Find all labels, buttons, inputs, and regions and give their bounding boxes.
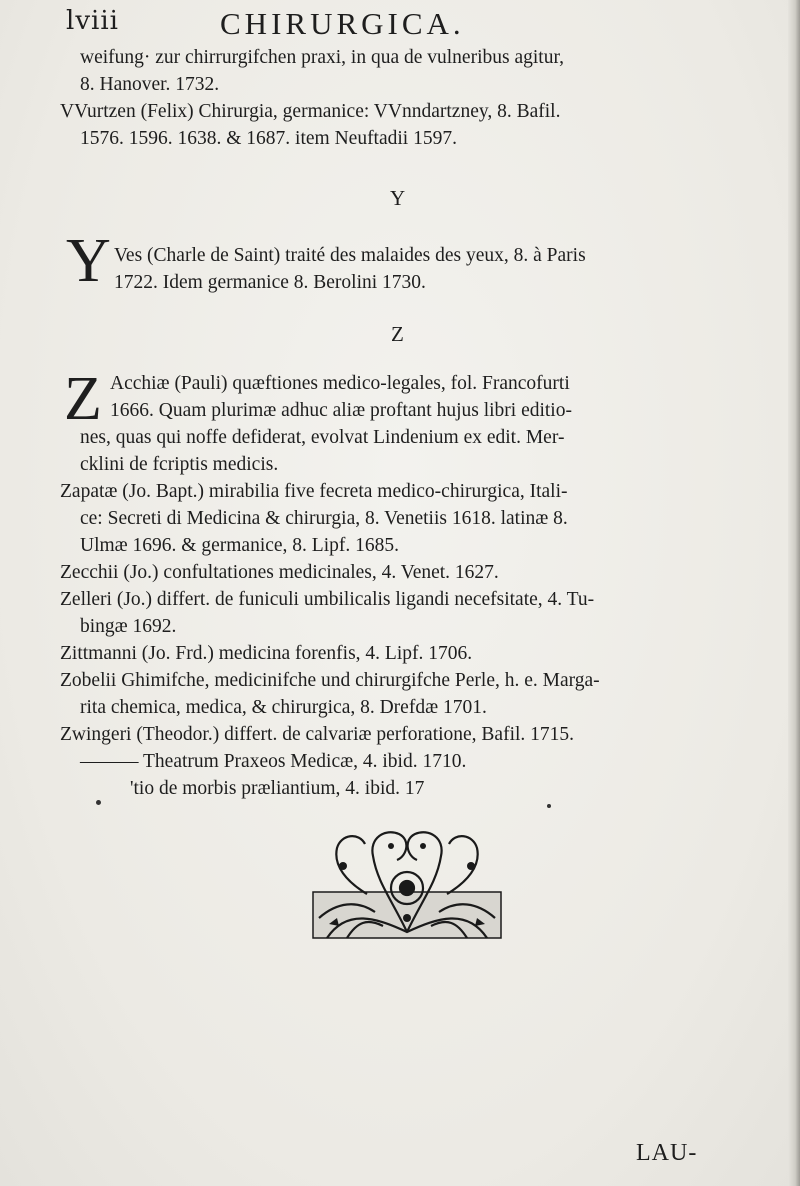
text-line: cklini de fcriptis medicis. xyxy=(80,454,279,475)
text-line: nes, quas qui noffe defiderat, evolvat Lindenium ex edit. Mer- xyxy=(80,427,565,448)
drop-cap-y: Y xyxy=(66,227,111,295)
catchword: LAU- xyxy=(636,1140,698,1166)
entry-zecchii: Zecchii (Jo.) confultationes medicinales, 4. Venet. 1627. xyxy=(60,562,499,583)
text-line: 1666. Quam plurimæ adhuc aliæ proftant hujus libri editio- xyxy=(110,400,572,421)
section-z-top xyxy=(110,370,780,424)
entry-wurtzen: VVurtzen (Felix) Chirurgia, germanice: VVnndartzney, 8. Bafil. xyxy=(60,101,561,122)
entry-zapatae: Zapatæ (Jo. Bapt.) mirabilia five fecreta medico-chirurgica, Itali- xyxy=(60,481,568,502)
entry-zelleri: Zelleri (Jo.) differt. de funiculi umbilicalis ligandi necefsitate, 4. Tu- xyxy=(60,589,595,610)
text-line: 'tio de morbis præliantium, 4. ibid. 17 xyxy=(130,778,425,799)
text-line: bingæ 1692. xyxy=(80,616,177,637)
entry-zittmanni: Zittmanni (Jo. Frd.) medicina forenfis, 4. Lipf. 1706. xyxy=(60,643,473,664)
running-head: CHIRURGICA. xyxy=(220,6,465,41)
entry-theatrum: ——— Theatrum Praxeos Medicæ, 4. ibid. 1710. xyxy=(80,751,467,772)
section-y xyxy=(114,242,774,296)
entry-zacchiae: Acchiæ (Pauli) quæftiones medico-legales, fol. Francofurti xyxy=(110,373,570,394)
ink-speck xyxy=(96,800,101,805)
entry-zwingeri: Zwingeri (Theodor.) differt. de calvariæ perforatione, Bafil. 1715. xyxy=(60,724,575,745)
text-line: rita chemica, medica, & chirurgica, 8. Drefdæ 1701. xyxy=(80,697,487,718)
text-line: 1722. Idem germanice 8. Berolini 1730. xyxy=(114,272,426,293)
text-line: weifung· zur chirrurgifchen praxi, in qua de vulneribus agitur, xyxy=(80,47,565,68)
ornament-vignette-icon xyxy=(307,822,507,944)
page-edge-shadow xyxy=(788,0,800,1186)
entry-zobelii: Zobelii Ghimifche, medicinifche und chirurgifche Perle, h. e. Marga- xyxy=(60,670,600,691)
drop-cap-z: Z xyxy=(64,365,102,433)
section-z xyxy=(60,424,780,802)
ink-speck xyxy=(547,804,551,808)
section-letter-z: Z xyxy=(391,322,404,346)
entry-yves: Ves (Charle de Saint) traité des malaides des yeux, 8. à Paris xyxy=(114,245,586,266)
section-w xyxy=(60,44,780,152)
page-number: lviii xyxy=(66,6,119,36)
text-line: 8. Hanover. 1732. xyxy=(80,74,220,95)
text-line: ce: Secreti di Medicina & chirurgia, 8. Venetiis 1618. latinæ 8. xyxy=(80,508,568,529)
section-letter-y: Y xyxy=(390,186,406,210)
text-line: Ulmæ 1696. & germanice, 8. Lipf. 1685. xyxy=(80,535,399,556)
text-line: 1576. 1596. 1638. & 1687. item Neuftadii 1597. xyxy=(80,128,457,149)
page-header xyxy=(66,6,766,40)
